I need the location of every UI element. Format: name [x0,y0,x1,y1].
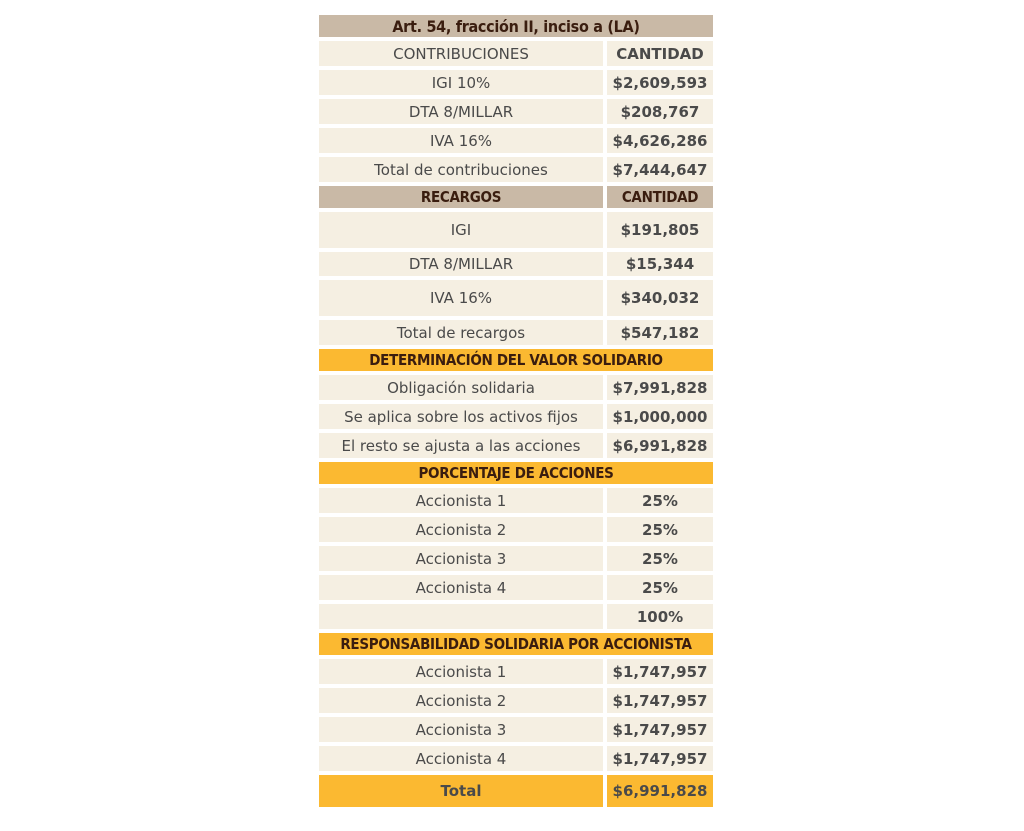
table-row [319,659,713,684]
contribuciones-header-row [319,41,713,66]
row-value: $1,747,957 [607,659,713,684]
total-value: $6,991,828 [607,775,713,807]
row-label: El resto se ajusta a las acciones [319,433,603,458]
table-row [319,688,713,713]
table-row [319,157,713,182]
row-label: Accionista 1 [319,659,603,684]
valor-solidario-header-row [319,349,713,371]
row-value: $1,000,000 [607,404,713,429]
table-row [319,280,713,316]
row-value: $2,609,593 [607,70,713,95]
responsabilidad-header-row [319,633,713,655]
row-value: $7,444,647 [607,157,713,182]
contribuciones-header-amount: CANTIDAD [607,41,713,66]
row-label: Obligación solidaria [319,375,603,400]
table-row [319,128,713,153]
row-label: IVA 16% [319,128,603,153]
row-value: 25% [607,546,713,571]
table-row [319,604,713,629]
row-label: Accionista 1 [319,488,603,513]
responsabilidad-header: RESPONSABILIDAD SOLIDARIA POR ACCIONISTA [319,633,713,655]
table-row [319,575,713,600]
row-value: 25% [607,575,713,600]
table-row [319,252,713,276]
recargos-header-amount: CANTIDAD [607,186,713,208]
table-row [319,746,713,771]
row-value: $208,767 [607,99,713,124]
row-value: $7,991,828 [607,375,713,400]
row-label: DTA 8/MILLAR [319,99,603,124]
row-label: Se aplica sobre los activos fijos [319,404,603,429]
solidarity-table [319,15,713,811]
row-value: $1,747,957 [607,717,713,742]
row-label: Total de contribuciones [319,157,603,182]
row-label: Accionista 3 [319,717,603,742]
row-value: $4,626,286 [607,128,713,153]
row-label: IGI 10% [319,70,603,95]
row-value: $547,182 [607,320,713,345]
row-label: Accionista 2 [319,517,603,542]
row-label: Accionista 3 [319,546,603,571]
table-row [319,488,713,513]
row-value: $1,747,957 [607,688,713,713]
row-value: $6,991,828 [607,433,713,458]
table-row [319,517,713,542]
table-row [319,212,713,248]
table-row [319,70,713,95]
row-value: $340,032 [607,280,713,316]
recargos-header-label: RECARGOS [319,186,603,208]
row-label: IVA 16% [319,280,603,316]
table-row [319,717,713,742]
row-value: $1,747,957 [607,746,713,771]
table-row [319,99,713,124]
total-row [319,775,713,807]
row-label: Accionista 4 [319,746,603,771]
row-label: Accionista 4 [319,575,603,600]
total-label: Total [319,775,603,807]
table-row [319,404,713,429]
recargos-header-row [319,186,713,208]
row-value: 25% [607,488,713,513]
row-label: Accionista 2 [319,688,603,713]
row-label: DTA 8/MILLAR [319,252,603,276]
table-row [319,375,713,400]
porcentaje-header-row [319,462,713,484]
row-label: Total de recargos [319,320,603,345]
table-row [319,433,713,458]
contribuciones-header-label: CONTRIBUCIONES [319,41,603,66]
valor-solidario-header: DETERMINACIÓN DEL VALOR SOLIDARIO [319,349,713,371]
row-label: IGI [319,212,603,248]
row-value: $191,805 [607,212,713,248]
table-row [319,320,713,345]
porcentaje-header: PORCENTAJE DE ACCIONES [319,462,713,484]
table-row [319,546,713,571]
row-value: 100% [607,604,713,629]
row-label [319,604,603,629]
title-row [319,15,713,37]
row-value: 25% [607,517,713,542]
row-value: $15,344 [607,252,713,276]
table-title: Art. 54, fracción II, inciso a (LA) [319,15,713,37]
